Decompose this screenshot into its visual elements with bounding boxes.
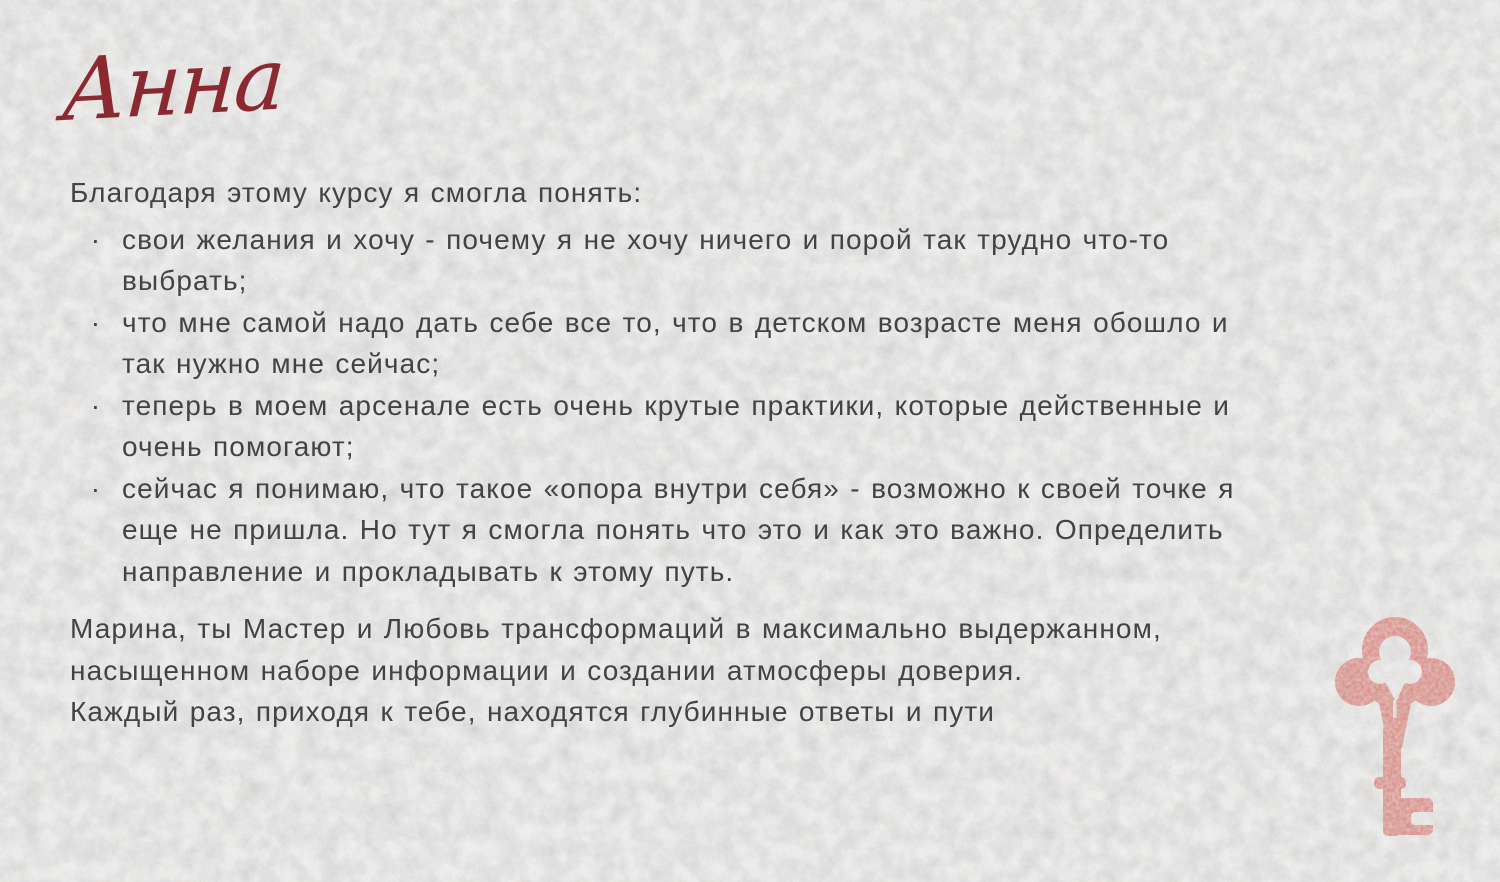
- text-line: что мне самой надо дать себе все то, что в детском возрасте меня обошло и: [122, 306, 1229, 338]
- bullet-dot: ·: [90, 389, 102, 421]
- bullet-dot: ·: [90, 223, 102, 255]
- list-item: [70, 385, 1360, 468]
- page-title: Анна: [59, 29, 287, 142]
- intro-line: Благодаря этому курсу я смогла понять:: [70, 177, 643, 208]
- list-item: [70, 302, 1360, 385]
- key-shape-textured: [1332, 614, 1456, 840]
- text-line: еще не пришла. Но тут я смогла понять что это и как это важно. Определить: [122, 514, 1224, 545]
- bullet-dot: ·: [90, 472, 102, 504]
- key-icon: [1332, 614, 1456, 840]
- closing-paragraph: [70, 608, 1360, 733]
- text-line: очень помогают;: [122, 431, 355, 462]
- bullet-list: [70, 219, 1360, 593]
- text-line: так нужно мне сейчас;: [122, 348, 441, 379]
- text-line: свои желания и хочу - почему я не хочу ничего и порой так трудно что-то: [122, 223, 1170, 255]
- text-line: Марина, ты Мастер и Любовь трансформаций в максимально выдержанном,: [70, 613, 1162, 644]
- text-line: направление и прокладывать к этому путь.: [122, 555, 735, 587]
- list-item: [70, 468, 1360, 593]
- text-line: теперь в моем арсенале есть очень крутые практики, которые действенные и: [122, 389, 1230, 421]
- text-line: сейчас я понимаю, что такое «опора внутри себя» - возможно к своей точке я: [122, 472, 1235, 504]
- text-line: выбрать;: [122, 265, 248, 296]
- list-item: [70, 219, 1360, 302]
- text-line: насыщенном наборе информации и создании атмосферы доверия.: [70, 654, 1024, 686]
- testimonial-text: [70, 172, 1360, 733]
- bullet-dot: ·: [90, 306, 102, 338]
- text-line: Каждый раз, приходя к тебе, находятся глубинные ответы и пути: [70, 696, 995, 727]
